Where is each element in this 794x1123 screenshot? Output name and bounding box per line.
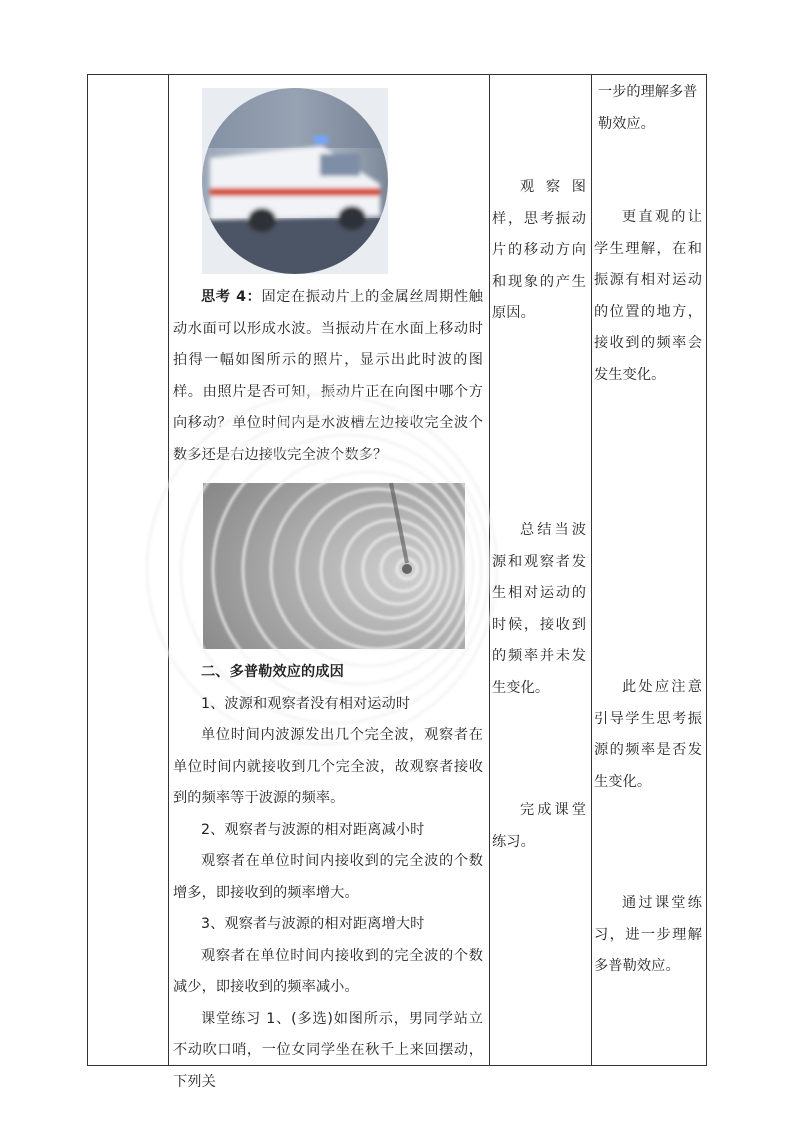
student-activity-1: 观察图样，思考振动片的移动方向和现象的产生原因。 <box>492 179 586 321</box>
case1-title: 1、波源和观察者没有相对运动时 <box>201 695 411 712</box>
case2-text: 观察者在单位时间内接收到的完全波的个数增多，即接收到的频率增大。 <box>173 853 483 901</box>
student-activity-column <box>490 75 588 1065</box>
empty-left-column <box>88 75 168 1065</box>
think4-label: 思考 4： <box>201 289 262 305</box>
ambulance-photo <box>202 88 388 274</box>
design-intent-2: 此处应注意引导学生思考振源的频率是否发生变化。 <box>594 679 702 790</box>
case3-text: 观察者在单位时间内接收到的完全波的个数减少，即接收到的频率减小。 <box>173 947 483 995</box>
teaching-content-column <box>169 75 487 1090</box>
student-activity-2: 总结当波源和观察者发生相对运动的时候，接收到的频率并未发生变化。 <box>492 522 586 696</box>
design-intent-1: 更直观的让学生理解，在和振源有相对运动的位置的地方，接收到的频率会发生变化。 <box>594 209 702 383</box>
student-activity-3: 完成课堂练习。 <box>492 802 586 850</box>
design-intent-column <box>592 75 704 1065</box>
causes-section <box>169 657 487 1098</box>
think4-text: 固定在振动片上的金属丝周期性触动水面可以形成水波。当振动片在水面上移动时拍得一幅如图所示的照片，显示出此时波的图样。由照片是否可知，振动片正在向图中哪个方向移动？单位时间内是水波槽左边接收完全波个数多还是右边接收完全波个数多？ <box>173 289 483 463</box>
design-intent-0: 一步的理解多普勒效应。 <box>598 84 698 132</box>
exercise-text: 课堂练习 1、(多选)如图所示，男同学站立不动吹口哨，一位女同学坐在秋千上来回摆动，下列关 <box>173 1010 483 1090</box>
water-wave-photo <box>203 483 465 649</box>
case2-title: 2、观察者与波源的相对距离减小时 <box>201 821 425 838</box>
case1-text: 单位时间内波源发出几个完全波，观察者在单位时间内就接收到几个完全波，故观察者接收到的频率等于波源的频率。 <box>173 727 483 806</box>
think4-question <box>169 282 487 471</box>
design-intent-3: 通过课堂练习，进一步理解多普勒效应。 <box>594 895 702 974</box>
case3-title: 3、观察者与波源的相对距离增大时 <box>201 916 425 932</box>
lesson-table <box>87 74 707 1090</box>
section2-title: 二、多普勒效应的成因 <box>201 664 344 680</box>
